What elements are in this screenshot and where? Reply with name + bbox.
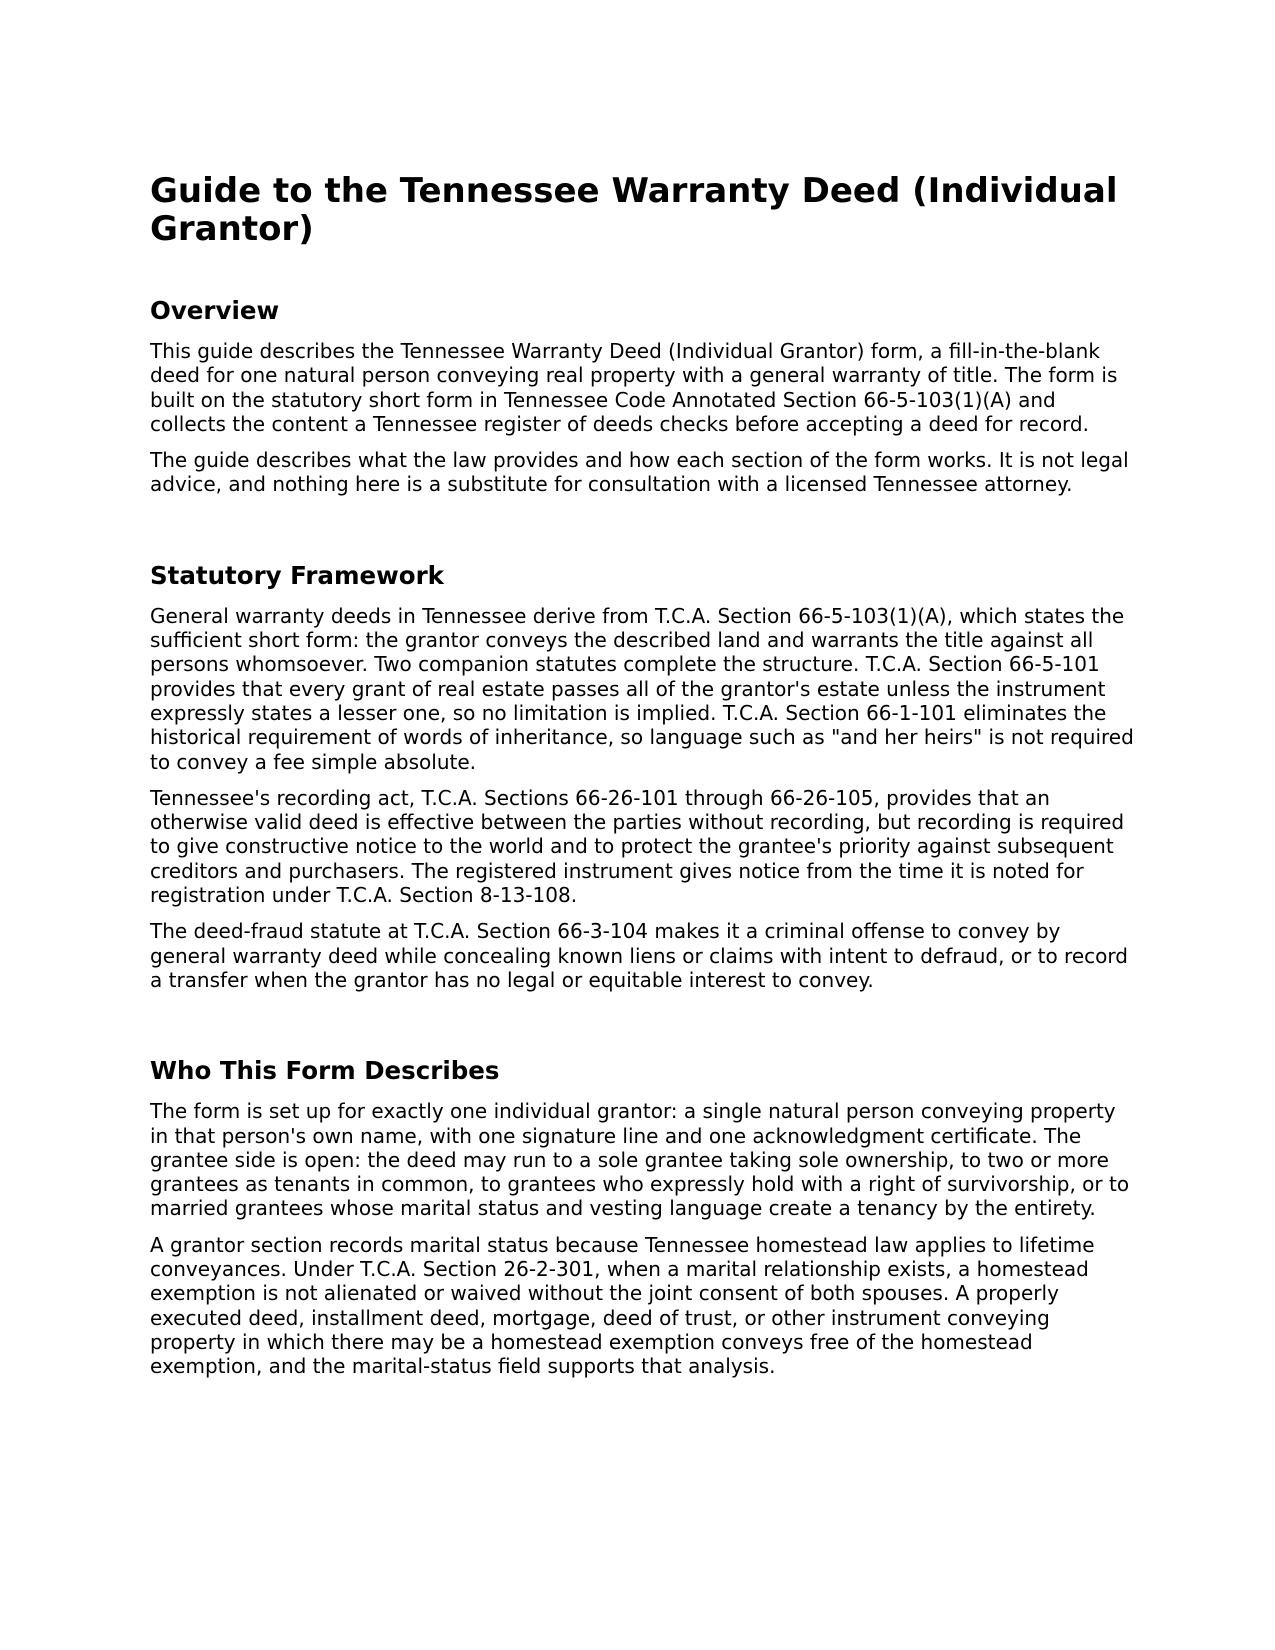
paragraph: This guide describes the Tennessee Warranty Deed (Individual Grantor) form, a fill-in-the-blank deed for one natural person conveying real property with a general warranty of title. The form is built on the statutory short form in Tennessee Code Annotated Section 66-5-103(1)(A) and collects the content a Tennessee register of deeds checks before accepting a deed for record. [150, 339, 1118, 436]
section-heading: Overview [150, 296, 280, 325]
paragraph: General warranty deeds in Tennessee derive from T.C.A. Section 66-5-103(1)(A), which states the sufficient short form: the grantor conveys the described land and warrants the title against all persons whomsoever. Two companion statutes complete the structure. T.C.A. Section 66-5-101 provides that every grant of real estate passes all of the grantor's estate unless the instrument expressly states a lesser one, so no limitation is implied. T.C.A. Section 66-1-101 eliminates the historical requirement of words of inheritance, so language such as "and her heirs" is not required to convey a fee simple absolute. [150, 603, 1134, 774]
section-heading: Who This Form Describes [150, 1056, 500, 1086]
section-heading: Statutory Framework [150, 560, 444, 590]
paragraph: Tennessee's recording act, T.C.A. Sections 66-26-101 through 66-26-105, provides that an otherwise valid deed is effective between the parties without recording, but recording is required to give constructive notice to the world and to protect the grantee's priority against subsequent creditors and purchasers. The registered instrument gives notice from the time it is noted for registration under T.C.A. Section 8-13-108. [150, 785, 1125, 908]
section-who-this-form-describes [150, 1056, 1135, 1378]
section-overview [150, 296, 1135, 497]
paragraph: The form is set up for exactly one individual grantor: a single natural person conveying property in that person's own name, with one signature line and one acknowledgment certificate. The grantee side is open: the deed may run to a sole grantee taking sole ownership, to two or more grantees as tenants in common, to grantees who expressly hold with a right of survivorship, or to married grantees whose marital status and vesting language create a tenancy by the entirety. [150, 1099, 1130, 1221]
paragraph: A grantor section records marital status because Tennessee homestead law applies to lifetime conveyances. Under T.C.A. Section 26-2-301, when a marital relationship exists, a homestead exemption is not alienated or waived without the joint consent of both spouses. A properly executed deed, installment deed, mortgage, deed of trust, or other instrument conveying property in which there may be a homestead exemption conveys free of the homestead exemption, and the marital-status field supports that analysis. [150, 1232, 1095, 1379]
paragraph: The guide describes what the law provides and how each section of the form works. It is not legal advice, and nothing here is a substitute for consultation with a licensed Tennessee attorney. [150, 448, 1129, 497]
document-title: Guide to the Tennessee Warranty Deed (Individual Grantor) [150, 171, 1118, 249]
paragraph: The deed-fraud statute at T.C.A. Section 66-3-104 makes it a criminal offense to convey by general warranty deed while concealing known liens or claims with intent to defraud, or to record a transfer when the grantor has no legal or equitable interest to convey. [150, 919, 1128, 992]
document-page [150, 172, 1135, 1391]
section-statutory-framework [150, 561, 1135, 992]
